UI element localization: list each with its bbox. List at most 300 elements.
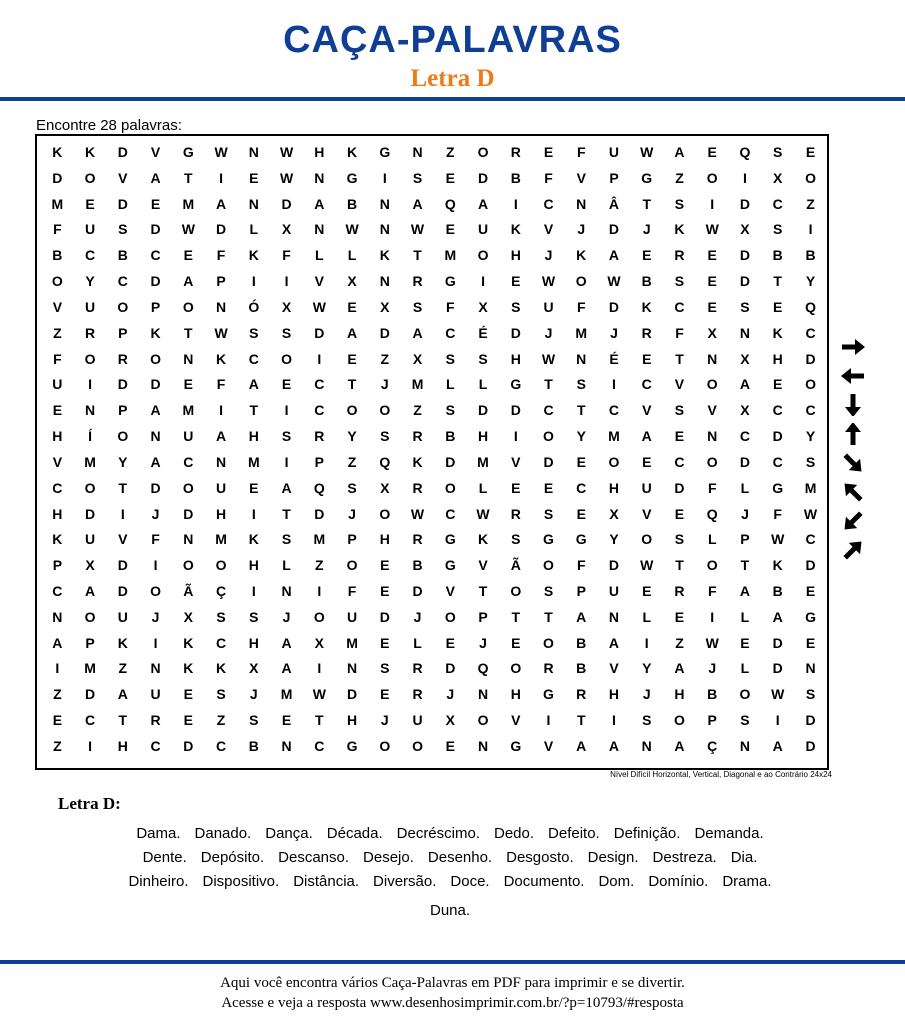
grid-cell[interactable]: S bbox=[805, 686, 816, 703]
grid-cell[interactable]: S bbox=[412, 298, 423, 315]
grid-cell[interactable]: C bbox=[150, 247, 161, 264]
grid-cell[interactable]: W bbox=[476, 505, 490, 522]
grid-cell[interactable]: N bbox=[183, 531, 194, 548]
grid-cell[interactable]: P bbox=[150, 298, 161, 315]
grid-cell[interactable]: N bbox=[477, 737, 489, 754]
grid-cell[interactable]: D bbox=[805, 350, 816, 367]
grid-cell[interactable]: L bbox=[315, 247, 324, 264]
grid-cell[interactable]: T bbox=[413, 247, 422, 264]
grid-cell[interactable]: F bbox=[151, 531, 160, 548]
grid-cell[interactable]: P bbox=[85, 634, 95, 651]
grid-cell[interactable]: E bbox=[511, 273, 521, 290]
grid-cell[interactable]: D bbox=[739, 453, 751, 470]
grid-cell[interactable]: F bbox=[576, 143, 586, 160]
grid-cell[interactable]: U bbox=[608, 143, 620, 160]
grid-cell[interactable]: E bbox=[805, 634, 816, 651]
grid-cell[interactable]: M bbox=[84, 660, 96, 677]
grid-cell[interactable]: M bbox=[182, 402, 195, 419]
grid-cell[interactable]: M bbox=[280, 686, 293, 703]
grid-cell[interactable]: R bbox=[412, 273, 423, 290]
grid-cell[interactable]: E bbox=[576, 453, 586, 470]
grid-cell[interactable]: I bbox=[153, 557, 158, 574]
grid-cell[interactable]: J bbox=[544, 324, 553, 341]
grid-cell[interactable]: F bbox=[282, 247, 291, 264]
grid-cell[interactable]: E bbox=[380, 686, 390, 703]
grid-cell[interactable]: S bbox=[412, 169, 423, 186]
grid-cell[interactable]: S bbox=[216, 686, 226, 703]
grid-cell[interactable]: X bbox=[412, 350, 423, 367]
grid-cell[interactable]: J bbox=[151, 608, 160, 625]
grid-cell[interactable]: V bbox=[543, 221, 554, 238]
grid-cell[interactable]: V bbox=[674, 376, 685, 393]
grid-cell[interactable]: K bbox=[379, 247, 390, 264]
grid-cell[interactable]: O bbox=[543, 557, 554, 574]
grid-cell[interactable]: V bbox=[445, 582, 455, 599]
grid-cell[interactable]: J bbox=[348, 505, 356, 522]
grid-cell[interactable]: R bbox=[412, 686, 423, 703]
grid-cell[interactable]: H bbox=[248, 557, 259, 574]
grid-cell[interactable]: Â bbox=[608, 195, 620, 212]
grid-cell[interactable]: O bbox=[706, 557, 718, 574]
grid-cell[interactable]: K bbox=[641, 298, 652, 315]
grid-cell[interactable]: E bbox=[674, 505, 685, 522]
grid-cell[interactable]: H bbox=[510, 350, 521, 367]
grid-cell[interactable]: G bbox=[346, 169, 358, 186]
grid-cell[interactable]: W bbox=[410, 505, 425, 522]
grid-cell[interactable]: L bbox=[445, 376, 455, 393]
grid-cell[interactable]: N bbox=[248, 143, 259, 160]
grid-cell[interactable]: T bbox=[315, 712, 324, 729]
grid-cell[interactable]: L bbox=[478, 479, 488, 496]
grid-cell[interactable]: S bbox=[281, 324, 292, 341]
grid-cell[interactable]: A bbox=[608, 247, 620, 264]
grid-cell[interactable]: A bbox=[216, 428, 227, 445]
grid-cell[interactable]: H bbox=[52, 505, 63, 522]
grid-cell[interactable]: J bbox=[380, 712, 389, 729]
grid-cell[interactable]: E bbox=[543, 479, 554, 496]
grid-cell[interactable]: W bbox=[771, 531, 785, 548]
grid-cell[interactable]: A bbox=[85, 582, 96, 599]
grid-cell[interactable]: A bbox=[608, 737, 620, 754]
grid-cell[interactable]: K bbox=[576, 247, 587, 264]
grid-cell[interactable]: J bbox=[642, 221, 651, 238]
grid-cell[interactable]: O bbox=[510, 582, 522, 599]
grid-cell[interactable]: A bbox=[52, 634, 63, 651]
grid-cell[interactable]: X bbox=[183, 608, 193, 625]
grid-cell[interactable]: E bbox=[707, 143, 717, 160]
grid-cell[interactable]: D bbox=[117, 195, 128, 212]
grid-cell[interactable]: O bbox=[84, 169, 96, 186]
grid-cell[interactable]: G bbox=[444, 557, 456, 574]
grid-cell[interactable]: N bbox=[477, 686, 489, 703]
grid-cell[interactable]: G bbox=[543, 686, 554, 703]
grid-cell[interactable]: E bbox=[183, 247, 193, 264]
grid-cell[interactable]: E bbox=[380, 557, 390, 574]
grid-cell[interactable]: A bbox=[412, 195, 423, 212]
grid-cell[interactable]: K bbox=[346, 143, 358, 160]
grid-cell[interactable]: C bbox=[314, 376, 325, 393]
grid-cell[interactable]: J bbox=[249, 686, 258, 703]
grid-cell[interactable]: O bbox=[117, 428, 129, 445]
grid-cell[interactable]: L bbox=[707, 531, 717, 548]
grid-cell[interactable]: A bbox=[576, 737, 587, 754]
grid-cell[interactable]: D bbox=[510, 402, 521, 419]
grid-cell[interactable]: D bbox=[52, 169, 63, 186]
grid-cell[interactable]: S bbox=[478, 350, 488, 367]
grid-cell[interactable]: I bbox=[219, 402, 223, 419]
grid-cell[interactable]: R bbox=[641, 324, 652, 341]
grid-cell[interactable]: P bbox=[576, 582, 586, 599]
grid-cell[interactable]: E bbox=[281, 376, 292, 393]
grid-cell[interactable]: C bbox=[85, 712, 96, 729]
grid-cell[interactable]: I bbox=[513, 195, 518, 212]
grid-cell[interactable]: Ã bbox=[183, 582, 194, 599]
grid-cell[interactable]: V bbox=[52, 453, 63, 470]
grid-cell[interactable]: A bbox=[281, 479, 292, 496]
grid-cell[interactable]: H bbox=[248, 634, 259, 651]
grid-cell[interactable]: S bbox=[281, 531, 292, 548]
grid-cell[interactable]: C bbox=[576, 479, 587, 496]
grid-cell[interactable]: A bbox=[248, 376, 259, 393]
grid-cell[interactable]: D bbox=[805, 737, 816, 754]
grid-cell[interactable]: K bbox=[412, 453, 423, 470]
grid-cell[interactable]: G bbox=[346, 737, 358, 754]
grid-cell[interactable]: Y bbox=[85, 273, 95, 290]
grid-cell[interactable]: H bbox=[608, 686, 620, 703]
grid-cell[interactable]: K bbox=[52, 143, 63, 160]
grid-cell[interactable]: A bbox=[314, 195, 325, 212]
grid-cell[interactable]: O bbox=[706, 453, 718, 470]
grid-cell[interactable]: S bbox=[347, 479, 357, 496]
grid-cell[interactable]: U bbox=[216, 479, 227, 496]
grid-cell[interactable]: J bbox=[151, 505, 160, 522]
grid-cell[interactable]: I bbox=[88, 737, 93, 754]
grid-cell[interactable]: K bbox=[674, 221, 685, 238]
grid-cell[interactable]: T bbox=[675, 557, 684, 574]
grid-cell[interactable]: S bbox=[380, 660, 390, 677]
grid-cell[interactable]: S bbox=[511, 531, 521, 548]
grid-cell[interactable]: E bbox=[773, 298, 783, 315]
grid-cell[interactable]: E bbox=[642, 247, 652, 264]
grid-cell[interactable]: K bbox=[248, 247, 259, 264]
grid-cell[interactable]: J bbox=[610, 324, 618, 341]
grid-cell[interactable]: I bbox=[710, 608, 715, 625]
grid-cell[interactable]: C bbox=[772, 195, 783, 212]
grid-cell[interactable]: D bbox=[314, 324, 325, 341]
grid-cell[interactable]: G bbox=[510, 376, 522, 393]
grid-cell[interactable]: W bbox=[214, 143, 228, 160]
grid-cell[interactable]: L bbox=[642, 608, 652, 625]
grid-cell[interactable]: M bbox=[444, 247, 457, 264]
grid-cell[interactable]: U bbox=[117, 608, 128, 625]
grid-cell[interactable]: Z bbox=[216, 712, 226, 729]
grid-cell[interactable]: D bbox=[150, 273, 161, 290]
grid-cell[interactable]: Q bbox=[444, 195, 456, 212]
grid-cell[interactable]: A bbox=[576, 608, 587, 625]
grid-cell[interactable]: B bbox=[576, 634, 587, 651]
grid-cell[interactable]: O bbox=[182, 479, 194, 496]
grid-cell[interactable]: P bbox=[478, 608, 488, 625]
grid-cell[interactable]: E bbox=[707, 247, 717, 264]
grid-cell[interactable]: I bbox=[612, 376, 616, 393]
grid-cell[interactable]: A bbox=[216, 195, 227, 212]
grid-cell[interactable]: U bbox=[85, 298, 96, 315]
grid-cell[interactable]: N bbox=[314, 221, 325, 238]
grid-cell[interactable]: D bbox=[117, 557, 128, 574]
grid-cell[interactable]: M bbox=[182, 195, 195, 212]
grid-cell[interactable]: I bbox=[513, 428, 518, 445]
grid-cell[interactable]: K bbox=[150, 324, 161, 341]
grid-cell[interactable]: Z bbox=[806, 195, 815, 212]
grid-cell[interactable]: B bbox=[576, 660, 587, 677]
grid-cell[interactable]: K bbox=[85, 143, 96, 160]
grid-cell[interactable]: Q bbox=[477, 660, 489, 677]
grid-cell[interactable]: I bbox=[743, 169, 747, 186]
grid-cell[interactable]: L bbox=[282, 557, 291, 574]
grid-cell[interactable]: N bbox=[641, 737, 652, 754]
grid-cell[interactable]: O bbox=[412, 737, 423, 754]
grid-cell[interactable]: P bbox=[216, 273, 226, 290]
grid-cell[interactable]: A bbox=[608, 634, 620, 651]
grid-cell[interactable]: Ç bbox=[707, 737, 718, 754]
grid-cell[interactable]: E bbox=[380, 582, 390, 599]
grid-cell[interactable]: K bbox=[772, 324, 783, 341]
grid-cell[interactable]: W bbox=[410, 221, 425, 238]
grid-cell[interactable]: D bbox=[445, 660, 456, 677]
grid-cell[interactable]: D bbox=[608, 221, 620, 238]
grid-cell[interactable]: X bbox=[740, 402, 750, 419]
grid-cell[interactable]: P bbox=[118, 402, 128, 419]
grid-cell[interactable]: V bbox=[478, 557, 488, 574]
grid-cell[interactable]: E bbox=[380, 634, 390, 651]
grid-cell[interactable]: T bbox=[282, 505, 291, 522]
grid-cell[interactable]: X bbox=[445, 712, 455, 729]
grid-cell[interactable]: C bbox=[216, 634, 227, 651]
grid-cell[interactable]: Z bbox=[347, 453, 357, 470]
grid-cell[interactable]: I bbox=[481, 273, 485, 290]
grid-cell[interactable]: T bbox=[642, 195, 652, 212]
grid-cell[interactable]: I bbox=[153, 634, 158, 651]
grid-cell[interactable]: C bbox=[772, 402, 783, 419]
grid-cell[interactable]: D bbox=[150, 221, 161, 238]
grid-cell[interactable]: E bbox=[347, 350, 357, 367]
grid-cell[interactable]: Z bbox=[53, 324, 62, 341]
grid-cell[interactable]: N bbox=[150, 660, 161, 677]
grid-cell[interactable]: O bbox=[739, 686, 751, 703]
grid-cell[interactable]: L bbox=[249, 221, 259, 238]
grid-cell[interactable]: N bbox=[150, 428, 161, 445]
grid-cell[interactable]: I bbox=[612, 712, 616, 729]
grid-cell[interactable]: R bbox=[412, 531, 423, 548]
grid-cell[interactable]: R bbox=[412, 428, 423, 445]
grid-cell[interactable]: E bbox=[52, 402, 63, 419]
grid-cell[interactable]: N bbox=[346, 660, 358, 677]
grid-cell[interactable]: O bbox=[313, 608, 325, 625]
grid-cell[interactable]: D bbox=[739, 273, 751, 290]
grid-cell[interactable]: V bbox=[118, 169, 128, 186]
grid-cell[interactable]: T bbox=[347, 376, 357, 393]
grid-cell[interactable]: F bbox=[445, 298, 455, 315]
grid-cell[interactable]: I bbox=[120, 505, 125, 522]
grid-cell[interactable]: O bbox=[379, 737, 391, 754]
grid-cell[interactable]: A bbox=[772, 737, 783, 754]
grid-cell[interactable]: V bbox=[609, 660, 619, 677]
grid-cell[interactable]: C bbox=[314, 737, 325, 754]
grid-cell[interactable]: G bbox=[543, 531, 554, 548]
grid-cell[interactable]: A bbox=[477, 195, 489, 212]
grid-cell[interactable]: H bbox=[216, 505, 227, 522]
grid-cell[interactable]: O bbox=[477, 247, 489, 264]
grid-cell[interactable]: N bbox=[707, 350, 718, 367]
grid-cell[interactable]: K bbox=[248, 531, 259, 548]
grid-cell[interactable]: V bbox=[642, 402, 652, 419]
grid-cell[interactable]: D bbox=[117, 143, 128, 160]
grid-cell[interactable]: O bbox=[150, 350, 162, 367]
grid-cell[interactable]: R bbox=[674, 582, 685, 599]
grid-cell[interactable]: R bbox=[674, 247, 685, 264]
grid-cell[interactable]: U bbox=[543, 298, 554, 315]
grid-cell[interactable]: I bbox=[251, 582, 256, 599]
grid-cell[interactable]: E bbox=[52, 712, 63, 729]
grid-cell[interactable]: F bbox=[544, 169, 553, 186]
grid-cell[interactable]: A bbox=[346, 324, 358, 341]
grid-cell[interactable]: N bbox=[85, 402, 96, 419]
grid-cell[interactable]: Y bbox=[118, 453, 128, 470]
grid-cell[interactable]: O bbox=[346, 402, 358, 419]
grid-cell[interactable]: S bbox=[642, 712, 652, 729]
grid-cell[interactable]: C bbox=[445, 505, 456, 522]
grid-cell[interactable]: S bbox=[118, 221, 128, 238]
grid-cell[interactable]: P bbox=[314, 453, 324, 470]
grid-cell[interactable]: M bbox=[477, 453, 489, 470]
grid-cell[interactable]: I bbox=[251, 273, 256, 290]
grid-cell[interactable]: É bbox=[478, 324, 488, 341]
grid-cell[interactable]: D bbox=[150, 479, 161, 496]
grid-cell[interactable]: I bbox=[382, 169, 387, 186]
grid-cell[interactable]: N bbox=[281, 582, 292, 599]
grid-cell[interactable]: X bbox=[249, 660, 259, 677]
grid-cell[interactable]: N bbox=[216, 298, 227, 315]
grid-cell[interactable]: J bbox=[642, 686, 651, 703]
grid-cell[interactable]: D bbox=[150, 376, 161, 393]
grid-cell[interactable]: V bbox=[52, 298, 63, 315]
grid-cell[interactable]: D bbox=[379, 608, 390, 625]
grid-cell[interactable]: D bbox=[85, 686, 96, 703]
grid-cell[interactable]: R bbox=[543, 660, 554, 677]
grid-cell[interactable]: L bbox=[478, 376, 488, 393]
grid-cell[interactable]: M bbox=[215, 531, 227, 548]
grid-cell[interactable]: L bbox=[347, 247, 357, 264]
grid-cell[interactable]: N bbox=[379, 221, 390, 238]
grid-cell[interactable]: S bbox=[805, 453, 816, 470]
grid-cell[interactable]: C bbox=[52, 582, 63, 599]
grid-cell[interactable]: X bbox=[380, 479, 390, 496]
grid-cell[interactable]: S bbox=[773, 143, 783, 160]
grid-cell[interactable]: K bbox=[510, 221, 521, 238]
grid-cell[interactable]: D bbox=[183, 505, 194, 522]
grid-cell[interactable]: Q bbox=[379, 453, 391, 470]
grid-cell[interactable]: Z bbox=[445, 143, 455, 160]
grid-cell[interactable]: P bbox=[609, 169, 619, 186]
grid-cell[interactable]: T bbox=[576, 402, 586, 419]
grid-cell[interactable]: S bbox=[216, 608, 226, 625]
grid-cell[interactable]: T bbox=[184, 324, 193, 341]
grid-cell[interactable]: J bbox=[479, 634, 487, 651]
grid-cell[interactable]: C bbox=[641, 376, 652, 393]
grid-cell[interactable]: E bbox=[642, 453, 652, 470]
grid-cell[interactable]: K bbox=[216, 350, 227, 367]
grid-cell[interactable]: F bbox=[53, 350, 62, 367]
grid-cell[interactable]: C bbox=[117, 273, 128, 290]
grid-cell[interactable]: K bbox=[117, 634, 128, 651]
grid-cell[interactable]: X bbox=[740, 221, 750, 238]
grid-cell[interactable]: H bbox=[608, 479, 620, 496]
grid-cell[interactable]: D bbox=[412, 582, 423, 599]
grid-cell[interactable]: K bbox=[216, 660, 227, 677]
grid-cell[interactable]: D bbox=[183, 737, 194, 754]
grid-cell[interactable]: A bbox=[281, 660, 292, 677]
grid-cell[interactable]: B bbox=[805, 247, 816, 264]
grid-cell[interactable]: L bbox=[740, 479, 750, 496]
grid-cell[interactable]: X bbox=[707, 324, 717, 341]
grid-cell[interactable]: B bbox=[346, 195, 358, 212]
grid-cell[interactable]: O bbox=[84, 350, 96, 367]
grid-cell[interactable]: R bbox=[314, 428, 325, 445]
grid-cell[interactable]: S bbox=[576, 376, 586, 393]
grid-cell[interactable]: N bbox=[379, 273, 390, 290]
grid-cell[interactable]: H bbox=[52, 428, 63, 445]
grid-cell[interactable]: T bbox=[511, 608, 521, 625]
grid-cell[interactable]: C bbox=[85, 247, 96, 264]
grid-cell[interactable]: U bbox=[85, 221, 96, 238]
grid-cell[interactable]: J bbox=[413, 608, 422, 625]
grid-cell[interactable]: A bbox=[739, 582, 751, 599]
grid-cell[interactable]: F bbox=[347, 582, 357, 599]
grid-cell[interactable]: O bbox=[477, 143, 489, 160]
grid-cell[interactable]: G bbox=[182, 143, 194, 160]
grid-cell[interactable]: E bbox=[150, 195, 161, 212]
grid-cell[interactable]: D bbox=[772, 660, 783, 677]
grid-cell[interactable]: V bbox=[576, 169, 586, 186]
grid-cell[interactable]: O bbox=[182, 557, 194, 574]
grid-cell[interactable]: S bbox=[543, 505, 554, 522]
grid-cell[interactable]: D bbox=[772, 428, 783, 445]
grid-cell[interactable]: V bbox=[543, 737, 554, 754]
grid-cell[interactable]: X bbox=[773, 169, 783, 186]
grid-cell[interactable]: B bbox=[248, 737, 259, 754]
grid-cell[interactable]: H bbox=[674, 686, 685, 703]
grid-cell[interactable]: T bbox=[118, 479, 128, 496]
grid-cell[interactable]: S bbox=[674, 402, 685, 419]
grid-cell[interactable]: D bbox=[379, 324, 390, 341]
grid-cell[interactable]: A bbox=[150, 169, 161, 186]
grid-cell[interactable]: F bbox=[707, 582, 717, 599]
grid-cell[interactable]: O bbox=[182, 298, 194, 315]
grid-cell[interactable]: B bbox=[772, 582, 783, 599]
grid-cell[interactable]: I bbox=[219, 169, 223, 186]
grid-cell[interactable]: Y bbox=[576, 428, 586, 445]
grid-cell[interactable]: W bbox=[181, 221, 195, 238]
grid-cell[interactable]: O bbox=[706, 169, 718, 186]
grid-cell[interactable]: Z bbox=[53, 686, 62, 703]
grid-cell[interactable]: A bbox=[674, 737, 685, 754]
grid-cell[interactable]: E bbox=[740, 634, 750, 651]
grid-cell[interactable]: P bbox=[52, 557, 63, 574]
grid-cell[interactable]: C bbox=[805, 531, 816, 548]
grid-cell[interactable]: X bbox=[609, 505, 619, 522]
grid-cell[interactable]: U bbox=[52, 376, 63, 393]
grid-cell[interactable]: J bbox=[741, 505, 749, 522]
